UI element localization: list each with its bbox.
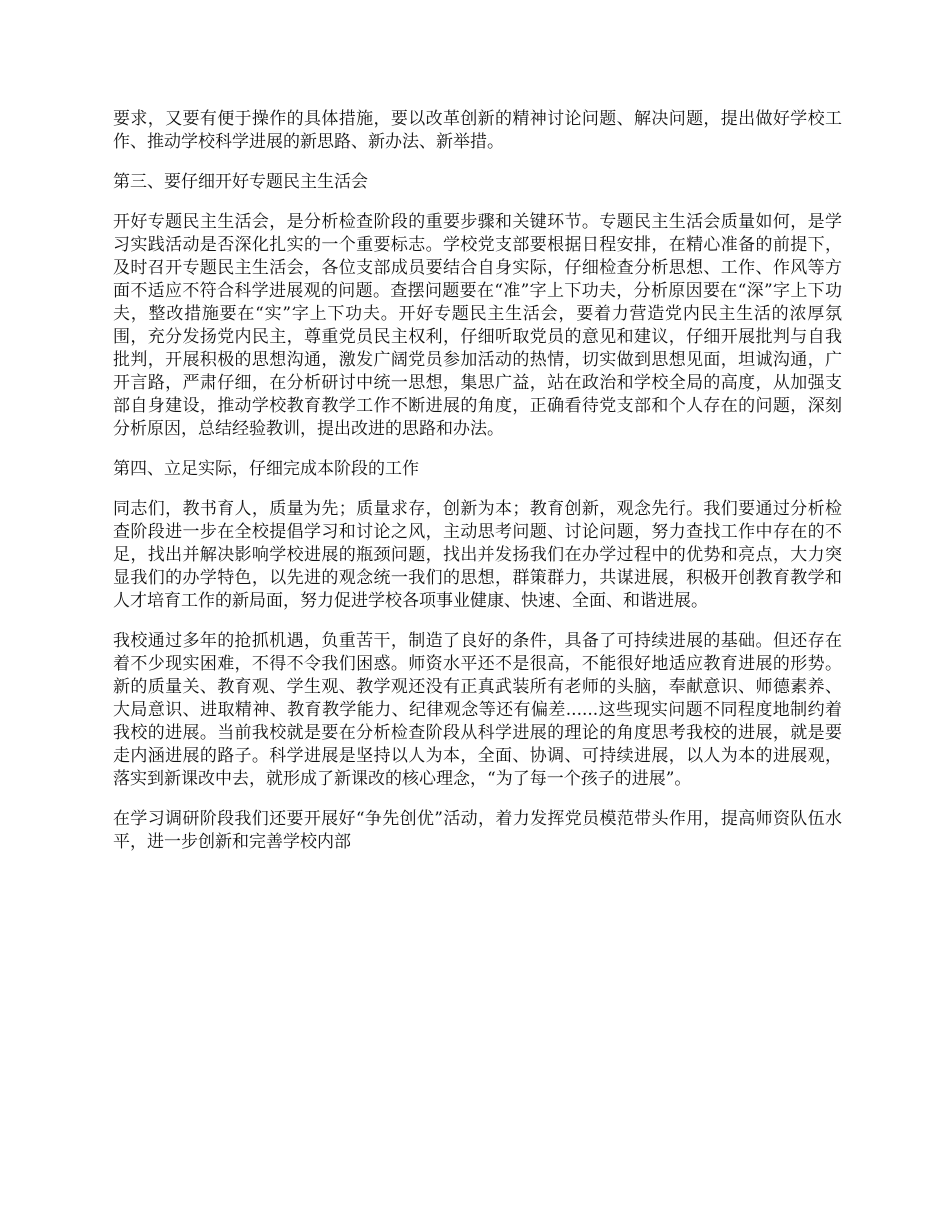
section-heading-3: 第三、要仔细开好专题民主生活会 — [113, 172, 368, 192]
section-heading-4: 第四、立足实际，仔细完成本阶段的工作 — [113, 459, 419, 479]
paragraph-study-research: 在学习调研阶段我们还要开展好“争先创优”活动，着力发挥党员模范带头作用，提高师资队伍水平，进一步创新和完善学校内部 — [113, 809, 842, 852]
paragraph-comrades: 同志们，教书育人，质量为先；质量求存，创新为本；教育创新，观念先行。我们要通过分析检查阶段进一步在全校提倡学习和讨论之风，主动思考问题、讨论问题，努力查找工作中存在的不足，找出并解决影响学校进展的瓶颈问题，找出并发扬我们在办学过程中的优势和亮点，大力突显我们的办学特色，以先进的观念统一我们的思想，群策群力，共谋进展，积极开创教育教学和人才培育工作的新局面，努力促进学校各项事业健康、快速、全面、和谐进展。 — [113, 499, 842, 611]
paragraph-school-progress: 我校通过多年的抢抓机遇，负重苦干，制造了良好的条件，具备了可持续进展的基础。但还存在着不少现实困难，不得不令我们困惑。师资水平还不是很高，不能很好地适应教育进展的形势。新的质量关、教育观、学生观、教学观还没有正真武装所有老师的头脑，奉献意识、师德素养、大局意识、进取精神、教育教学能力、纪律观念等还有偏差......这些现实问题不同程度地制约着我校的进展。当前我校就是要在分析检查阶段从科学进展的理论的角度思考我校的进展，就是要走内涵进展的路子。科学进展是坚持以人为本，全面、协调、可持续进展，以人为本的进展观，落实到新课改中去，就形成了新课改的核心理念，“为了每一个孩子的进展”。 — [113, 631, 842, 789]
paragraph-intro: 要求，又要有便于操作的具体措施，要以改革创新的精神讨论问题、解决问题，提出做好学校工作、推动学校科学进展的新思路、新办法、新举措。 — [113, 109, 842, 152]
paragraph-democratic-life: 开好专题民主生活会，是分析检查阶段的重要步骤和关键环节。专题民主生活会质量如何，是学习实践活动是否深化扎实的一个重要标志。学校党支部要根据日程安排，在精心准备的前提下，及时召开专题民主生活会，各位支部成员要结合自身实际，仔细检查分析思想、工作、作风等方面不适应不符合科学进展观的问题。查摆问题要在“准”字上下功夫，分析原因要在“深”字上下功夫，整改措施要在“实”字上下功夫。开好专题民主生活会，要着力营造党内民主生活的浓厚氛围，充分发扬党内民主，尊重党员民主权利，仔细听取党员的意见和建议，仔细开展批判与自我批判，开展积极的思想沟通，激发广阔党员参加活动的热情，切实做到思想见面，坦诚沟通，广开言路，严肃仔细，在分析研讨中统一思想，集思广益，站在政治和学校全局的高度，从加强支部自身建设，推动学校教育教学工作不断进展的角度，正确看待党支部和个人存在的问题，深刻分析原因，总结经验教训，提出改进的思路和办法。 — [113, 212, 842, 439]
